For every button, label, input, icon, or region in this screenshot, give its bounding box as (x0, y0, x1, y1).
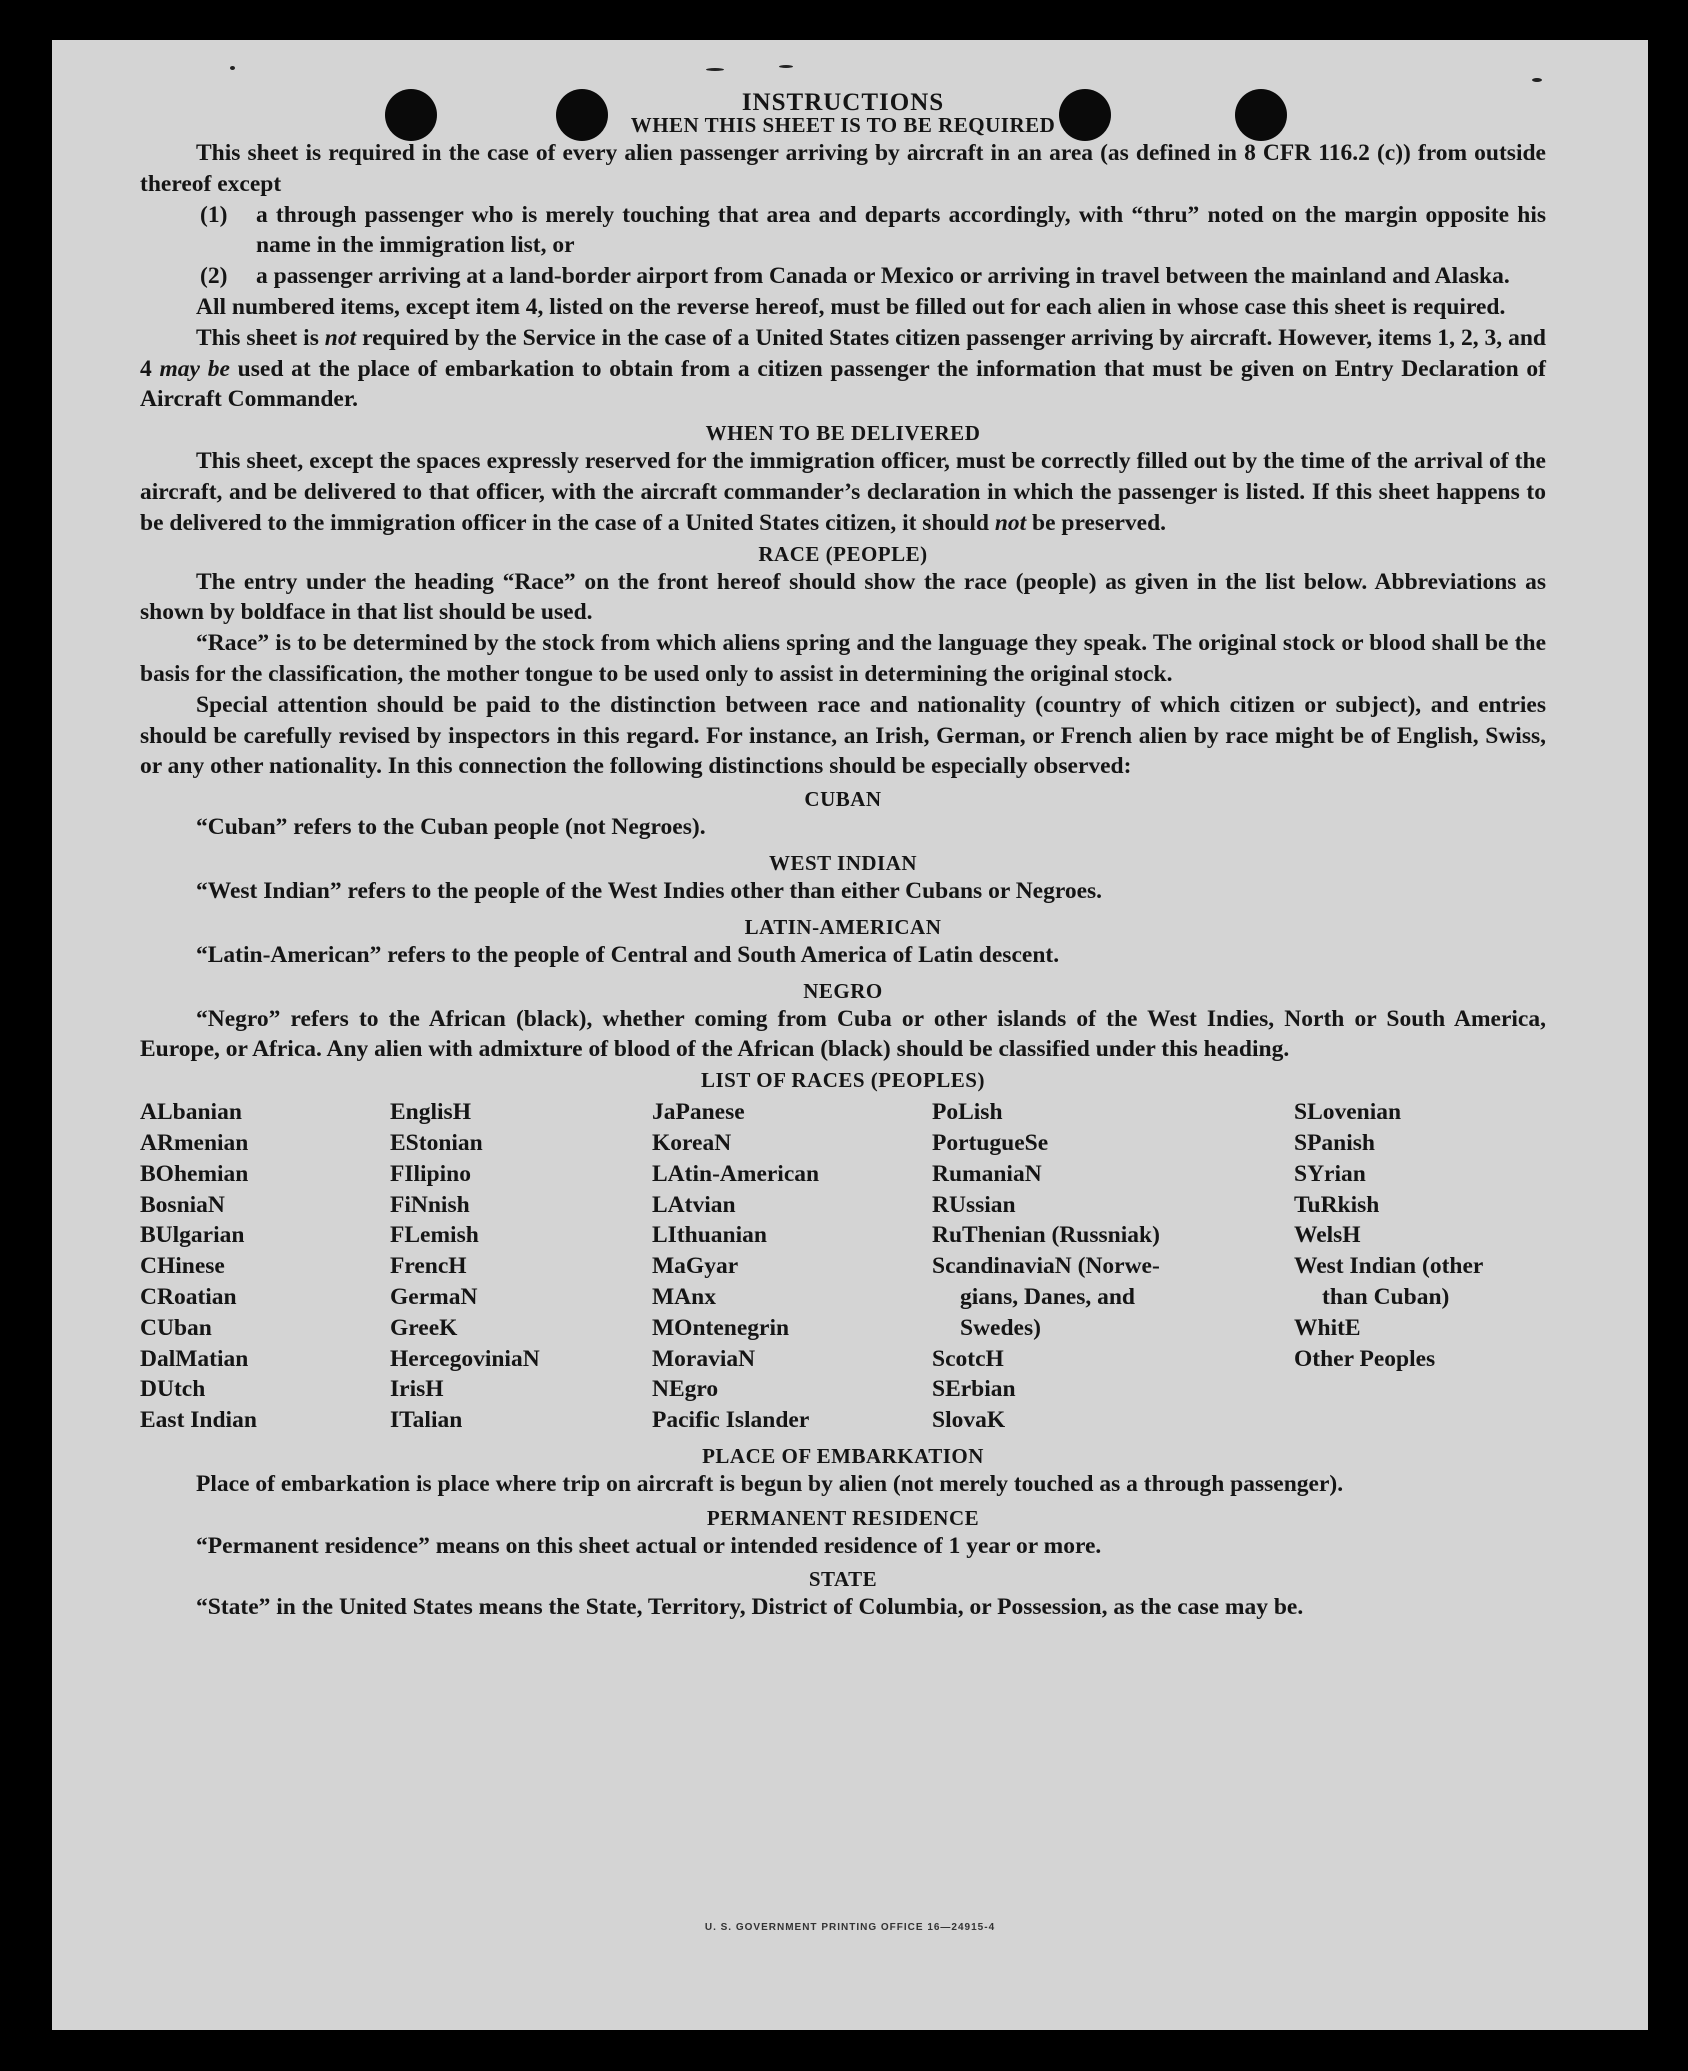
race-item: LAtvian (652, 1191, 736, 1218)
race-item: LIthuanian (652, 1222, 767, 1249)
race-item: JaPanese (652, 1099, 745, 1126)
paragraph: The entry under the heading “Race” on the front hereof should show the race (people) as given in the list below. Abbreviations as shown by boldface in that list should be used. (140, 568, 1546, 626)
paragraph: This sheet is required in the case of every alien passenger arriving by aircraft in an area (as defined in 8 CFR 116.2 (c)) from outside thereof except (140, 140, 1546, 197)
race-item: ScotcH (932, 1345, 1004, 1372)
race-item: FIlipino (390, 1160, 471, 1187)
race-item: ALbanian (140, 1099, 242, 1126)
race-item: Swedes) (960, 1314, 1041, 1341)
race-item: WhitE (1294, 1314, 1361, 1341)
race-item: BUlgarian (140, 1222, 245, 1249)
race-item: BosniaN (140, 1191, 225, 1218)
speck-mark (779, 65, 793, 68)
race-item: TuRkish (1294, 1191, 1380, 1218)
paragraph: This sheet, except the spaces expressly reserved for the immigration officer, must be correctly filled out by the time of the arrival of the aircraft, and be delivered to that officer, with the aircraft commander’s declaration in which the passenger is listed. If this sheet happens to be delivered to the immigration officer in the case of a United States citizen, it should not be preserved. (140, 448, 1546, 536)
race-item: MOntenegrin (652, 1314, 790, 1341)
paragraph: “Permanent residence” means on this sheet actual or intended residence of 1 year or more. (196, 1532, 1102, 1559)
list-item: (1) a through passenger who is merely touching that area and departs accordingly, with “thru” noted on the margin opposite his name in the immigration list, or (200, 201, 1546, 259)
paragraph: Special attention should be paid to the distinction between race and nationality (country of which citizen or subject), and entries should be carefully revised by inspectors in this regard. For instance, an Irish, German, or French alien by race might be of English, Swiss, or any other nationality. In this connection the following distinctions should be especially observed: (140, 691, 1546, 780)
race-item: FrencH (390, 1253, 467, 1280)
section-heading: LIST OF RACES (PEOPLES) (701, 1068, 985, 1093)
instructions-content (140, 86, 1546, 1623)
race-item: KoreaN (652, 1129, 732, 1156)
document-page (52, 40, 1648, 2030)
paragraph: Place of embarkation is place where trip on aircraft is begun by alien (not merely touched as a through passenger). (196, 1470, 1344, 1497)
paragraph: “Negro” refers to the African (black), whether coming from Cuba or other islands of the West Indies, North or South America, Europe, or Africa. Any alien with admixture of blood of the African (black) should be classified under this heading. (140, 1005, 1546, 1063)
section-heading: STATE (808, 1567, 878, 1592)
race-item: SLovenian (1294, 1099, 1402, 1126)
paragraph: “Race” is to be determined by the stock from which aliens spring and the language they speak. The original stock or blood shall be the basis for the classification, the mother tongue to be used only to assist in determining the original stock. (140, 630, 1546, 687)
race-item: PortugueSe (932, 1129, 1049, 1156)
race-item: MoraviaN (652, 1345, 756, 1372)
race-column (140, 1097, 390, 1436)
section-heading: WHEN TO BE DELIVERED (705, 421, 981, 446)
race-item: than Cuban) (1322, 1283, 1450, 1310)
section-heading: WHEN THIS SHEET IS TO BE REQUIRED (630, 113, 1056, 137)
race-item: CUban (140, 1314, 212, 1341)
race-item: BOhemian (140, 1160, 249, 1187)
speck-mark (706, 68, 724, 71)
section-heading: PERMANENT RESIDENCE (706, 1505, 980, 1530)
section-heading: PLACE OF EMBARKATION (702, 1443, 984, 1468)
race-item: DalMatian (140, 1345, 249, 1372)
race-item: RumaniaN (932, 1160, 1042, 1187)
race-item: SErbian (932, 1376, 1016, 1403)
race-item: FiNnish (390, 1191, 470, 1218)
race-column (390, 1097, 652, 1436)
race-item: CHinese (140, 1253, 225, 1280)
race-item: GreeK (390, 1314, 458, 1341)
speck-mark (230, 66, 235, 70)
list-item: (2) a passenger arriving at a land-border airport from Canada or Mexico or arriving in travel between the mainland and Alaska. (200, 263, 1510, 290)
section-heading: LATIN-AMERICAN (744, 914, 942, 939)
section-heading: RACE (PEOPLE) (758, 541, 928, 566)
race-item: West Indian (other (1294, 1253, 1484, 1280)
race-item: EStonian (390, 1129, 483, 1156)
speck-mark (1532, 78, 1542, 82)
race-item: East Indian (140, 1407, 257, 1434)
race-item: HercegoviniaN (390, 1345, 540, 1372)
printer-imprint: U. S. GOVERNMENT PRINTING OFFICE 16—24915-4 (704, 1922, 996, 1933)
race-item: ITalian (390, 1407, 463, 1434)
paragraph: All numbered items, except item 4, listed on the reverse hereof, must be filled out for each alien in whose case this sheet is required. (196, 293, 1506, 320)
race-item: MaGyar (652, 1253, 739, 1280)
race-item: RuThenian (Russniak) (932, 1222, 1160, 1249)
race-item: RUssian (932, 1191, 1016, 1218)
race-column (652, 1097, 932, 1436)
race-item: WelsH (1294, 1222, 1361, 1249)
race-list (140, 1097, 1546, 1436)
race-item: SlovaK (932, 1407, 1006, 1434)
paragraph: “State” in the United States means the State, Territory, District of Columbia, or Possession, as the case may be. (196, 1594, 1304, 1621)
page-title: INSTRUCTIONS (741, 89, 945, 116)
race-item: SPanish (1294, 1129, 1375, 1156)
paragraph: “West Indian” refers to the people of the West Indies other than either Cubans or Negroes. (196, 877, 1103, 904)
race-item: EnglisH (390, 1099, 471, 1126)
section-heading: WEST INDIAN (768, 850, 918, 875)
paragraph: This sheet is not required by the Service in the case of a United States citizen passenger arriving by aircraft. However, items 1, 2, 3, and 4 may be used at the place of embarkation to obtain from a citizen passenger the information that must be given on Entry Declaration of Aircraft Commander. (140, 324, 1547, 413)
race-column (932, 1097, 1294, 1436)
race-item: FLemish (390, 1222, 479, 1249)
race-item: IrisH (390, 1376, 444, 1403)
race-item: Other Peoples (1294, 1345, 1436, 1372)
race-item: ScandinaviaN (Norwe- (932, 1253, 1160, 1280)
race-item: SYrian (1294, 1160, 1366, 1187)
race-item: GermaN (390, 1283, 478, 1310)
section-heading: NEGRO (803, 978, 883, 1003)
section-heading: CUBAN (804, 787, 882, 812)
race-item: gians, Danes, and (960, 1283, 1135, 1310)
paragraph: “Latin-American” refers to the people of Central and South America of Latin descent. (196, 941, 1060, 968)
race-item: PoLish (932, 1099, 1003, 1126)
race-column (1294, 1097, 1546, 1436)
race-item: Pacific Islander (652, 1407, 810, 1434)
paragraph: “Cuban” refers to the Cuban people (not Negroes). (196, 814, 706, 841)
race-item: DUtch (140, 1376, 206, 1403)
race-item: NEgro (652, 1376, 719, 1403)
race-item: CRoatian (140, 1283, 237, 1310)
race-item: ARmenian (140, 1129, 249, 1156)
race-item: LAtin-American (652, 1160, 820, 1187)
race-item: MAnx (652, 1283, 716, 1310)
